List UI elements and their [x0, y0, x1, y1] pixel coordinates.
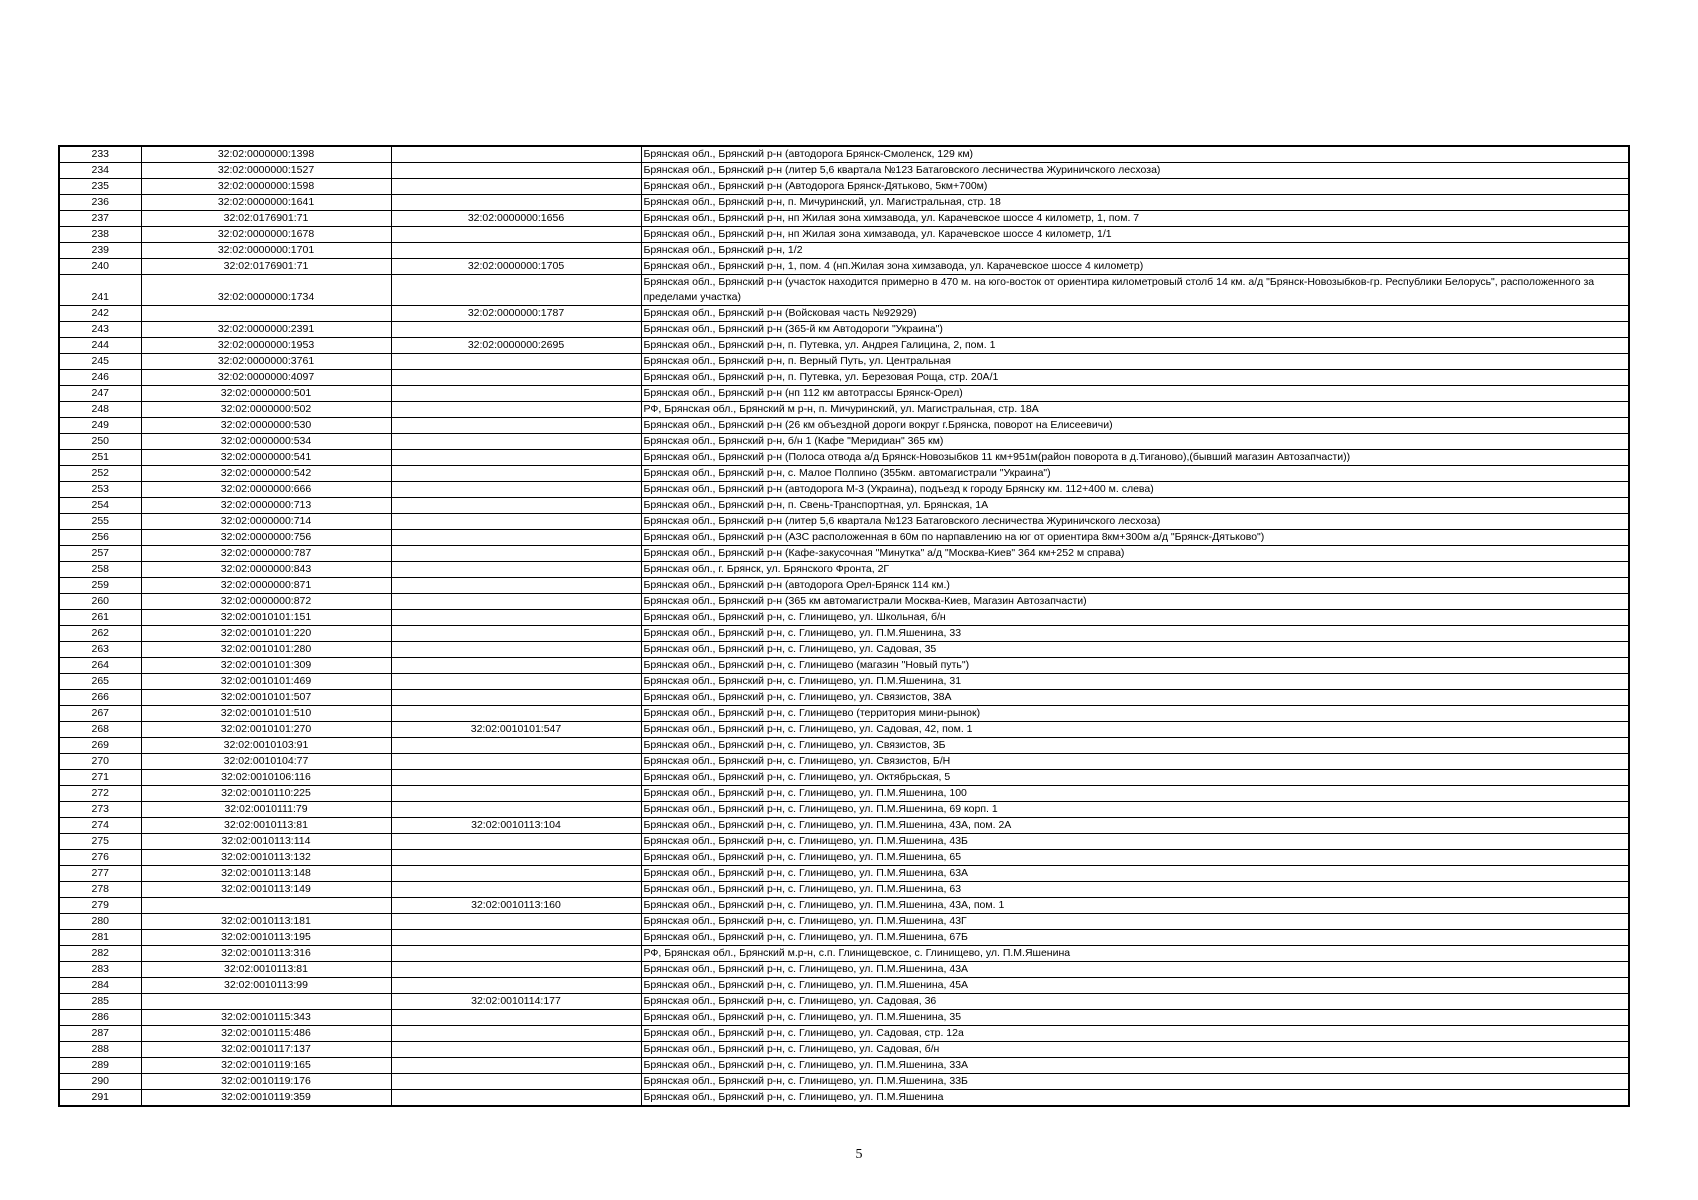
table-row: [59, 562, 1629, 578]
address: Брянская обл., Брянский р-н, с. Глинищево, ул. Садовая, 42, пом. 1: [641, 722, 1629, 738]
row-number: 240: [59, 259, 141, 275]
address: Брянская обл., Брянский р-н, с. Глинищево, ул. Садовая, б/н: [641, 1042, 1629, 1058]
address: Брянская обл., Брянский р-н (Автодорога Брянск-Дятьково, 5км+700м): [641, 179, 1629, 195]
parent-cadastral-number: [391, 243, 641, 259]
row-number: 262: [59, 626, 141, 642]
parent-cadastral-number: [391, 482, 641, 498]
table-row: [59, 770, 1629, 786]
address: Брянская обл., Брянский р-н, с. Глинищево, ул. П.М.Яшенина, 43А: [641, 962, 1629, 978]
parent-cadastral-number: [391, 227, 641, 243]
row-number: 269: [59, 738, 141, 754]
parent-cadastral-number: [391, 930, 641, 946]
cadastral-number: 32:02:0000000:4097: [141, 370, 391, 386]
address: Брянская обл., Брянский р-н, с. Глинищево (территория мини-рынок): [641, 706, 1629, 722]
table-row: [59, 1042, 1629, 1058]
address: Брянская обл., Брянский р-н, с. Глинищево, ул. П.М.Яшенина: [641, 1090, 1629, 1107]
parent-cadastral-number: [391, 610, 641, 626]
row-number: 287: [59, 1026, 141, 1042]
address: Брянская обл., Брянский р-н (Полоса отвода а/д Брянск-Новозыбков 11 км+951м(район поворота в д.Тиганово),(бывший магазин Автозапчасти)): [641, 450, 1629, 466]
page-number: 5: [855, 1147, 863, 1162]
parent-cadastral-number: [391, 914, 641, 930]
address: Брянская обл., Брянский р-н (автодорога М-3 (Украина), подъезд к городу Брянску км. 112+400 м. слева): [641, 482, 1629, 498]
address: Брянская обл., Брянский р-н, с. Глинищево, ул. П.М.Яшенина, 65: [641, 850, 1629, 866]
row-number: 246: [59, 370, 141, 386]
table-row: [59, 578, 1629, 594]
row-number: 250: [59, 434, 141, 450]
table-row: [59, 626, 1629, 642]
cadastral-number: 32:02:0010101:270: [141, 722, 391, 738]
table-row: [59, 434, 1629, 450]
cadastral-number: [141, 994, 391, 1010]
table-row: [59, 498, 1629, 514]
row-number: 288: [59, 1042, 141, 1058]
parent-cadastral-number: [391, 834, 641, 850]
cadastral-number: 32:02:0176901:71: [141, 211, 391, 227]
table-row: [59, 259, 1629, 275]
table-row: [59, 211, 1629, 227]
cadastral-number: 32:02:0000000:871: [141, 578, 391, 594]
table-row: [59, 946, 1629, 962]
cadastral-number: 32:02:0000000:843: [141, 562, 391, 578]
address: Брянская обл., Брянский р-н, п. Верный Путь, ул. Центральная: [641, 354, 1629, 370]
cadastral-number: 32:02:0010106:116: [141, 770, 391, 786]
cadastral-number: 32:02:0000000:1641: [141, 195, 391, 211]
parent-cadastral-number: [391, 562, 641, 578]
parent-cadastral-number: [391, 354, 641, 370]
cadastral-number: 32:02:0010119:359: [141, 1090, 391, 1107]
table-row: [59, 690, 1629, 706]
table-row: [59, 354, 1629, 370]
cadastral-number: 32:02:0010101:469: [141, 674, 391, 690]
address: Брянская обл., Брянский р-н, с. Глинищево, ул. П.М.Яшенина, 100: [641, 786, 1629, 802]
row-number: 263: [59, 642, 141, 658]
row-number: 261: [59, 610, 141, 626]
cadastral-number: 32:02:0010101:280: [141, 642, 391, 658]
address: Брянская обл., Брянский р-н (автодорога Брянск-Смоленск, 129 км): [641, 146, 1629, 163]
address: РФ, Брянская обл., Брянский м р-н, п. Мичуринский, ул. Магистральная, стр. 18А: [641, 402, 1629, 418]
address: Брянская обл., Брянский р-н, п. Путевка, ул. Березовая Роща, стр. 20А/1: [641, 370, 1629, 386]
address: Брянская обл., Брянский р-н, с. Глинищево, ул. П.М.Яшенина, 43Г: [641, 914, 1629, 930]
table-row: [59, 402, 1629, 418]
address: Брянская обл., Брянский р-н, п. Путевка, ул. Андрея Галицина, 2, пом. 1: [641, 338, 1629, 354]
table-row: [59, 1010, 1629, 1026]
cadastral-number: 32:02:0000000:787: [141, 546, 391, 562]
table-row: [59, 994, 1629, 1010]
table-row: [59, 594, 1629, 610]
address: Брянская обл., Брянский р-н (автодорога Орел-Брянск 114 км.): [641, 578, 1629, 594]
table-row: [59, 834, 1629, 850]
row-number: 286: [59, 1010, 141, 1026]
table-row: [59, 658, 1629, 674]
table-row: [59, 754, 1629, 770]
table-row: [59, 610, 1629, 626]
parent-cadastral-number: [391, 179, 641, 195]
parent-cadastral-number: [391, 882, 641, 898]
row-number: 253: [59, 482, 141, 498]
row-number: 255: [59, 514, 141, 530]
address: Брянская обл., Брянский р-н (литер 5,6 квартала №123 Батаговского лесничества Журиничского лесхоза): [641, 163, 1629, 179]
table-row: [59, 546, 1629, 562]
address: Брянская обл., Брянский р-н, с. Глинищево, ул. П.М.Яшенина, 33А: [641, 1058, 1629, 1074]
parent-cadastral-number: [391, 642, 641, 658]
row-number: 284: [59, 978, 141, 994]
row-number: 281: [59, 930, 141, 946]
table-body: [59, 146, 1629, 1106]
address: Брянская обл., Брянский р-н, 1/2: [641, 243, 1629, 259]
parent-cadastral-number: [391, 850, 641, 866]
parent-cadastral-number: [391, 1074, 641, 1090]
row-number: 256: [59, 530, 141, 546]
row-number: 251: [59, 450, 141, 466]
address: Брянская обл., Брянский р-н, с. Глинищево, ул. П.М.Яшенина, 31: [641, 674, 1629, 690]
address: Брянская обл., Брянский р-н, б/н 1 (Кафе "Меридиан" 365 км): [641, 434, 1629, 450]
table-row: [59, 786, 1629, 802]
parent-cadastral-number: [391, 450, 641, 466]
cadastral-number: 32:02:0010113:195: [141, 930, 391, 946]
cadastral-number: 32:02:0000000:713: [141, 498, 391, 514]
table-row: [59, 1090, 1629, 1107]
table-row: [59, 882, 1629, 898]
cadastral-number: 32:02:0010113:316: [141, 946, 391, 962]
parent-cadastral-number: [391, 770, 641, 786]
address: Брянская обл., Брянский р-н, с. Глинищево, ул. П.М.Яшенина, 33Б: [641, 1074, 1629, 1090]
row-number: 275: [59, 834, 141, 850]
parent-cadastral-number: [391, 738, 641, 754]
parent-cadastral-number: [391, 946, 641, 962]
parent-cadastral-number: 32:02:0000000:2695: [391, 338, 641, 354]
parent-cadastral-number: [391, 1026, 641, 1042]
address: Брянская обл., Брянский р-н (365 км автомагистрали Москва-Киев, Магазин Автозапчасти): [641, 594, 1629, 610]
cadastral-number: 32:02:0010101:507: [141, 690, 391, 706]
row-number: 265: [59, 674, 141, 690]
table-row: [59, 195, 1629, 211]
cadastral-number: 32:02:0000000:666: [141, 482, 391, 498]
row-number: 241: [59, 275, 141, 306]
parent-cadastral-number: [391, 578, 641, 594]
parent-cadastral-number: 32:02:0010101:547: [391, 722, 641, 738]
cadastral-number: 32:02:0000000:3761: [141, 354, 391, 370]
row-number: 280: [59, 914, 141, 930]
address: Брянская обл., Брянский р-н, с. Глинищево, ул. П.М.Яшенина, 43А, пом. 1: [641, 898, 1629, 914]
table-row: [59, 275, 1629, 306]
cadastral-number: 32:02:0000000:872: [141, 594, 391, 610]
table-row: [59, 386, 1629, 402]
address: Брянская обл., Брянский р-н, с. Глинищево, ул. П.М.Яшенина, 43Б: [641, 834, 1629, 850]
row-number: 272: [59, 786, 141, 802]
parent-cadastral-number: [391, 1010, 641, 1026]
address: Брянская обл., Брянский р-н (Войсковая часть №92929): [641, 306, 1629, 322]
cadastral-number: 32:02:0000000:542: [141, 466, 391, 482]
table-row: [59, 914, 1629, 930]
parent-cadastral-number: [391, 674, 641, 690]
parent-cadastral-number: [391, 498, 641, 514]
row-number: 290: [59, 1074, 141, 1090]
table-row: [59, 370, 1629, 386]
parent-cadastral-number: [391, 706, 641, 722]
row-number: 252: [59, 466, 141, 482]
cadastral-number: 32:02:0000000:1398: [141, 146, 391, 163]
cadastral-number: 32:02:0010101:309: [141, 658, 391, 674]
table-row: [59, 642, 1629, 658]
row-number: 271: [59, 770, 141, 786]
row-number: 254: [59, 498, 141, 514]
cadastral-number: 32:02:0010111:79: [141, 802, 391, 818]
address: Брянская обл., Брянский р-н, с. Глинищево, ул. Связистов, 3Б: [641, 738, 1629, 754]
table-row: [59, 530, 1629, 546]
row-number: 266: [59, 690, 141, 706]
parent-cadastral-number: [391, 594, 641, 610]
row-number: 277: [59, 866, 141, 882]
cadastral-number: 32:02:0010101:220: [141, 626, 391, 642]
address: Брянская обл., Брянский р-н, п. Свень-Транспортная, ул. Брянская, 1А: [641, 498, 1629, 514]
cadastral-number: 32:02:0000000:714: [141, 514, 391, 530]
parent-cadastral-number: [391, 802, 641, 818]
cadastral-number: [141, 898, 391, 914]
row-number: 236: [59, 195, 141, 211]
table-row: [59, 850, 1629, 866]
address: Брянская обл., Брянский р-н, п. Мичуринский, ул. Магистральная, стр. 18: [641, 195, 1629, 211]
cadastral-number: 32:02:0010113:149: [141, 882, 391, 898]
parent-cadastral-number: 32:02:0010113:160: [391, 898, 641, 914]
row-number: 233: [59, 146, 141, 163]
row-number: 282: [59, 946, 141, 962]
table-row: [59, 227, 1629, 243]
parent-cadastral-number: [391, 386, 641, 402]
cadastral-number: 32:02:0010113:132: [141, 850, 391, 866]
address: Брянская обл., Брянский р-н, с. Глинищево, ул. П.М.Яшенина, 63: [641, 882, 1629, 898]
address: Брянская обл., Брянский р-н, с. Глинищево, ул. Садовая, 36: [641, 994, 1629, 1010]
parent-cadastral-number: [391, 146, 641, 163]
cadastral-number: 32:02:0010119:176: [141, 1074, 391, 1090]
parent-cadastral-number: 32:02:0010114:177: [391, 994, 641, 1010]
row-number: 237: [59, 211, 141, 227]
address: Брянская обл., Брянский р-н, с. Глинищево, ул. П.М.Яшенина, 45А: [641, 978, 1629, 994]
cadastral-number: 32:02:0010103:91: [141, 738, 391, 754]
row-number: 238: [59, 227, 141, 243]
address: Брянская обл., г. Брянск, ул. Брянского Фронта, 2Г: [641, 562, 1629, 578]
cadastral-number: 32:02:0010113:114: [141, 834, 391, 850]
row-number: 274: [59, 818, 141, 834]
row-number: 248: [59, 402, 141, 418]
table-row: [59, 179, 1629, 195]
cadastral-number: 32:02:0000000:1598: [141, 179, 391, 195]
cadastral-number: 32:02:0000000:1678: [141, 227, 391, 243]
address: Брянская обл., Брянский р-н, с. Глинищево, ул. Связистов, 38А: [641, 690, 1629, 706]
row-number: 264: [59, 658, 141, 674]
parent-cadastral-number: 32:02:0000000:1705: [391, 259, 641, 275]
address: Брянская обл., Брянский р-н, с. Глинищево, ул. Связистов, Б/Н: [641, 754, 1629, 770]
table-row: [59, 818, 1629, 834]
parent-cadastral-number: [391, 546, 641, 562]
address: Брянская обл., Брянский р-н, с. Глинищево, ул. П.М.Яшенина, 69 корп. 1: [641, 802, 1629, 818]
parent-cadastral-number: 32:02:0000000:1656: [391, 211, 641, 227]
row-number: 259: [59, 578, 141, 594]
cadastral-number: 32:02:0010113:81: [141, 818, 391, 834]
table-row: [59, 466, 1629, 482]
cadastral-number: 32:02:0000000:756: [141, 530, 391, 546]
address: РФ, Брянская обл., Брянский м.р-н, с.п. Глинищевское, с. Глинищево, ул. П.М.Яшенина: [641, 946, 1629, 962]
address: Брянская обл., Брянский р-н, с. Глинищево, ул. П.М.Яшенина, 33: [641, 626, 1629, 642]
cadastral-number: 32:02:0010113:81: [141, 962, 391, 978]
cadastral-number: 32:02:0000000:534: [141, 434, 391, 450]
address: Брянская обл., Брянский р-н, с. Малое Полпино (355км. автомагистрали "Украина"): [641, 466, 1629, 482]
cadastral-number: 32:02:0000000:1953: [141, 338, 391, 354]
address: Брянская обл., Брянский р-н, с. Глинищево, ул. Школьная, б/н: [641, 610, 1629, 626]
row-number: 268: [59, 722, 141, 738]
table-row: [59, 1074, 1629, 1090]
parent-cadastral-number: [391, 690, 641, 706]
table-row: [59, 738, 1629, 754]
parent-cadastral-number: [391, 163, 641, 179]
address: Брянская обл., Брянский р-н, с. Глинищево, ул. П.М.Яшенина, 43А, пом. 2А: [641, 818, 1629, 834]
row-number: 283: [59, 962, 141, 978]
row-number: 289: [59, 1058, 141, 1074]
cadastral-number: 32:02:0000000:501: [141, 386, 391, 402]
cadastral-number: 32:02:0000000:541: [141, 450, 391, 466]
row-number: 235: [59, 179, 141, 195]
table-row: [59, 418, 1629, 434]
table-row: [59, 146, 1629, 163]
cadastral-number: 32:02:0010119:165: [141, 1058, 391, 1074]
table-row: [59, 482, 1629, 498]
row-number: 245: [59, 354, 141, 370]
table-row: [59, 930, 1629, 946]
address: Брянская обл., Брянский р-н, с. Глинищево, ул. П.М.Яшенина, 63А: [641, 866, 1629, 882]
cadastral-number: 32:02:0010101:151: [141, 610, 391, 626]
parent-cadastral-number: [391, 786, 641, 802]
row-number: 242: [59, 306, 141, 322]
address: Брянская обл., Брянский р-н (АЗС расположенная в 60м по нарпавлению на юг от ориентира 8км+300м а/д "Брянск-Дятьково"): [641, 530, 1629, 546]
table-row: [59, 978, 1629, 994]
row-number: 257: [59, 546, 141, 562]
row-number: 258: [59, 562, 141, 578]
address: Брянская обл., Брянский р-н, нп Жилая зона химзавода, ул. Карачевское шоссе 4 километр, 1, пом. 7: [641, 211, 1629, 227]
table-row: [59, 802, 1629, 818]
table-row: [59, 322, 1629, 338]
address: Брянская обл., Брянский р-н, с. Глинищево, ул. Октябрьская, 5: [641, 770, 1629, 786]
row-number: 291: [59, 1090, 141, 1107]
parent-cadastral-number: [391, 658, 641, 674]
row-number: 247: [59, 386, 141, 402]
address: Брянская обл., Брянский р-н (Кафе-закусочная "Минутка" а/д "Москва-Киев" 364 км+252 м справа): [641, 546, 1629, 562]
parent-cadastral-number: [391, 626, 641, 642]
land-plots-table: [58, 145, 1630, 1107]
table-row: [59, 706, 1629, 722]
parent-cadastral-number: [391, 978, 641, 994]
cadastral-number: 32:02:0000000:530: [141, 418, 391, 434]
address: Брянская обл., Брянский р-н, 1, пом. 4 (нп.Жилая зона химзавода, ул. Карачевское шоссе 4 километр): [641, 259, 1629, 275]
cadastral-number: 32:02:0010113:148: [141, 866, 391, 882]
parent-cadastral-number: 32:02:0010113:104: [391, 818, 641, 834]
parent-cadastral-number: [391, 402, 641, 418]
row-number: 260: [59, 594, 141, 610]
table-row: [59, 243, 1629, 259]
parent-cadastral-number: [391, 866, 641, 882]
cadastral-number: 32:02:0010104:77: [141, 754, 391, 770]
row-number: 244: [59, 338, 141, 354]
cadastral-number: 32:02:0000000:1527: [141, 163, 391, 179]
address: Брянская обл., Брянский р-н, с. Глинищево, ул. Садовая, стр. 12а: [641, 1026, 1629, 1042]
cadastral-number: [141, 306, 391, 322]
cadastral-number: 32:02:0010113:181: [141, 914, 391, 930]
table-row: [59, 338, 1629, 354]
address: Брянская обл., Брянский р-н, с. Глинищево, ул. П.М.Яшенина, 35: [641, 1010, 1629, 1026]
table-row: [59, 722, 1629, 738]
address: Брянская обл., Брянский р-н (365-й км Автодороги "Украина"): [641, 322, 1629, 338]
row-number: 285: [59, 994, 141, 1010]
cadastral-number: 32:02:0010110:225: [141, 786, 391, 802]
address: Брянская обл., Брянский р-н (участок находится примерно в 470 м. на юго-восток от ориентира километровый столб 14 км. а/д "Брянск-Новозыбков-гр. Республики Белорусь", расположенного за пределами участка): [641, 275, 1629, 306]
table-row: [59, 163, 1629, 179]
parent-cadastral-number: [391, 466, 641, 482]
parent-cadastral-number: [391, 530, 641, 546]
row-number: 243: [59, 322, 141, 338]
table-row: [59, 306, 1629, 322]
cadastral-number: 32:02:0000000:1701: [141, 243, 391, 259]
address: Брянская обл., Брянский р-н, с. Глинищево (магазин "Новый путь"): [641, 658, 1629, 674]
address: Брянская обл., Брянский р-н (26 км объездной дороги вокруг г.Брянска, поворот на Елисеевичи): [641, 418, 1629, 434]
row-number: 234: [59, 163, 141, 179]
row-number: 239: [59, 243, 141, 259]
parent-cadastral-number: [391, 418, 641, 434]
cadastral-number: 32:02:0010115:343: [141, 1010, 391, 1026]
table-row: [59, 962, 1629, 978]
table-row: [59, 674, 1629, 690]
table-row: [59, 866, 1629, 882]
row-number: 278: [59, 882, 141, 898]
cadastral-number: 32:02:0010117:137: [141, 1042, 391, 1058]
row-number: 276: [59, 850, 141, 866]
row-number: 249: [59, 418, 141, 434]
table-row: [59, 514, 1629, 530]
parent-cadastral-number: [391, 275, 641, 306]
parent-cadastral-number: [391, 1058, 641, 1074]
parent-cadastral-number: [391, 434, 641, 450]
address: Брянская обл., Брянский р-н, с. Глинищево, ул. Садовая, 35: [641, 642, 1629, 658]
parent-cadastral-number: [391, 962, 641, 978]
address: Брянская обл., Брянский р-н, с. Глинищево, ул. П.М.Яшенина, 67Б: [641, 930, 1629, 946]
parent-cadastral-number: [391, 1042, 641, 1058]
row-number: 270: [59, 754, 141, 770]
table-row: [59, 450, 1629, 466]
row-number: 273: [59, 802, 141, 818]
parent-cadastral-number: [391, 322, 641, 338]
address: Брянская обл., Брянский р-н (литер 5,6 квартала №123 Батаговского лесничества Журиничского лесхоза): [641, 514, 1629, 530]
cadastral-number: 32:02:0176901:71: [141, 259, 391, 275]
cadastral-number: 32:02:0000000:502: [141, 402, 391, 418]
cadastral-number: 32:02:0010113:99: [141, 978, 391, 994]
address: Брянская обл., Брянский р-н, нп Жилая зона химзавода, ул. Карачевское шоссе 4 километр, 1/1: [641, 227, 1629, 243]
table-row: [59, 1026, 1629, 1042]
parent-cadastral-number: [391, 754, 641, 770]
cadastral-number: 32:02:0000000:2391: [141, 322, 391, 338]
row-number: 279: [59, 898, 141, 914]
cadastral-number: 32:02:0010101:510: [141, 706, 391, 722]
table-row: [59, 898, 1629, 914]
cadastral-number: 32:02:0010115:486: [141, 1026, 391, 1042]
row-number: 267: [59, 706, 141, 722]
parent-cadastral-number: [391, 1090, 641, 1107]
parent-cadastral-number: [391, 514, 641, 530]
address: Брянская обл., Брянский р-н (нп 112 км автотрассы Брянск-Орел): [641, 386, 1629, 402]
parent-cadastral-number: [391, 195, 641, 211]
parent-cadastral-number: [391, 370, 641, 386]
table-row: [59, 1058, 1629, 1074]
parent-cadastral-number: 32:02:0000000:1787: [391, 306, 641, 322]
cadastral-number: 32:02:0000000:1734: [141, 275, 391, 306]
